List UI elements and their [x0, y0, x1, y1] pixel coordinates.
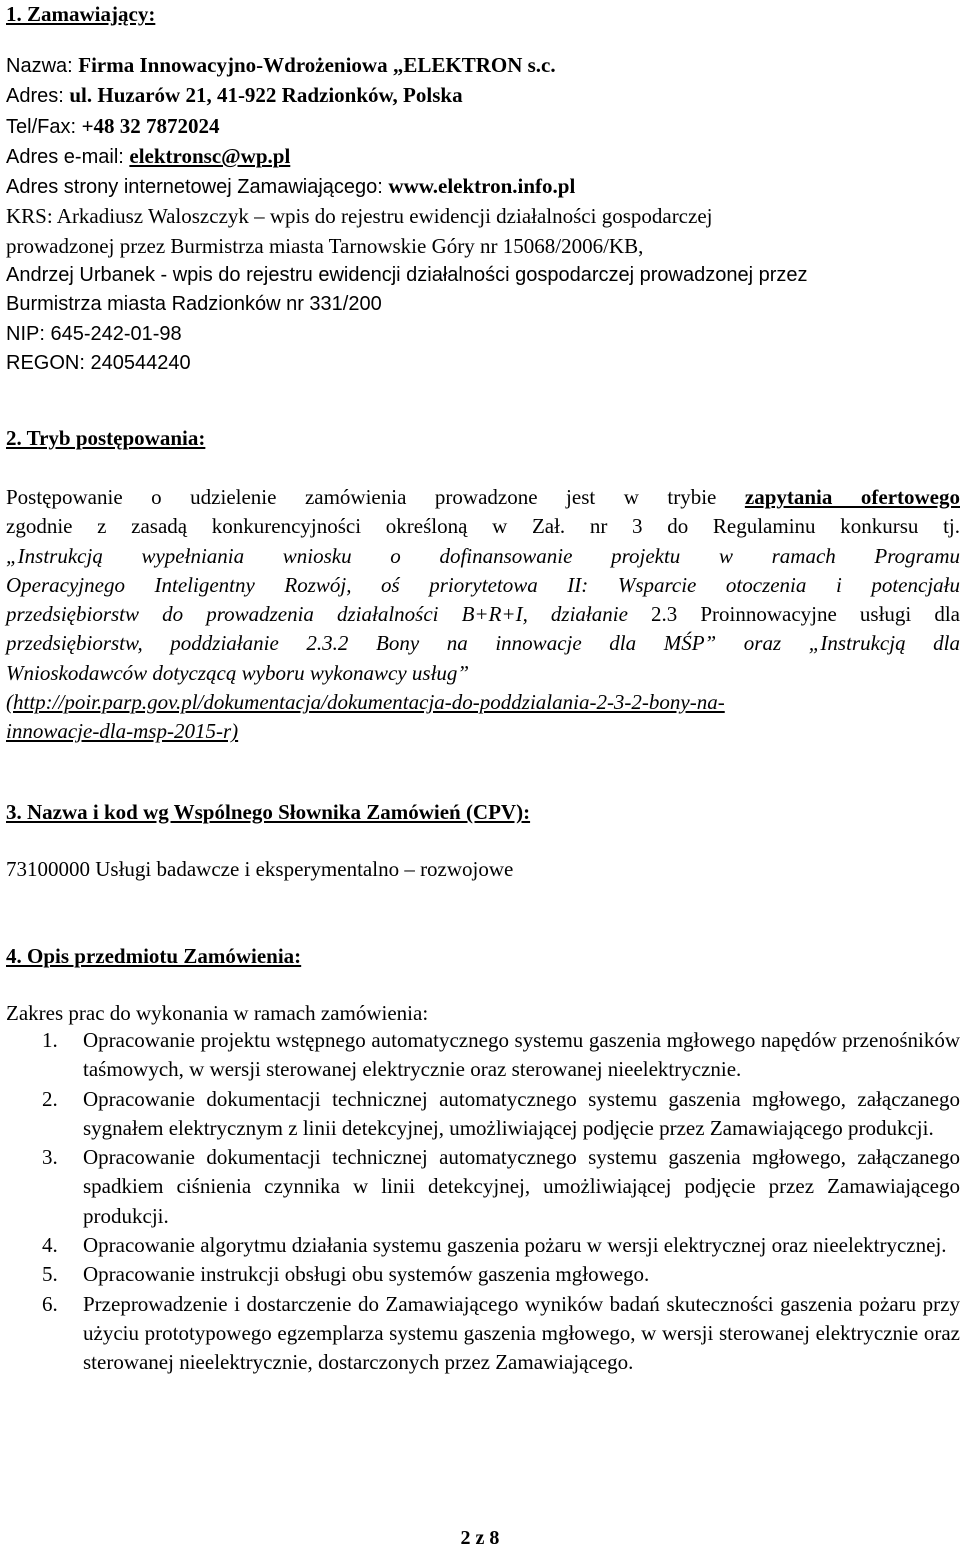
list-item-text: Opracowanie dokumentacji technicznej automatycznego systemu gaszenia mgłowego, załączanego spadkiem ciśnienia czynnika w linii detekcyjnej, umożliwiającej podjęcie przez Zamawiającego produkcji.: [83, 1145, 960, 1228]
list-item-text: Opracowanie dokumentacji technicznej automatycznego systemu gaszenia mgłowego, załączanego sygnałem elektrycznym z linii detekcyjnej, umożliwiającej podjęcie przez Zamawiającego produkcji.: [83, 1086, 960, 1140]
section-3-heading: 3. Nazwa i kod wg Wspólnego Słownika Zamówień (CPV):: [6, 800, 531, 824]
list-item: [6, 1260, 960, 1289]
page-number: 2 z 8: [460, 1527, 500, 1549]
krs-line-1: KRS: Arkadiusz Waloszczyk – wpis do rejestru ewidencji działalności gospodarczej: [6, 204, 713, 229]
nip-number: NIP: 645-242-01-98: [6, 322, 182, 345]
procedure-link-l1[interactable]: (http://poir.parp.gov.pl/dokumentacja/dokumentacja-do-poddzialania-2-3-2-bony-na-: [6, 690, 725, 715]
cpv-code-text: 73100000 Usługi badawcze i eksperymentalno – rozwojowe: [6, 857, 514, 881]
krs-line-3: Andrzej Urbanek - wpis do rejestru ewidencji działalności gospodarczej prowadzonej przez: [6, 264, 808, 287]
list-item: [6, 1143, 960, 1231]
company-address: ul. Huzarów 21, 41-922 Radzionków, Polska: [69, 83, 463, 108]
section-cpv: [6, 798, 960, 827]
subject-intro-text: Zakres prac do wykonania w ramach zamówienia:: [6, 1001, 429, 1025]
list-item-text: Opracowanie projektu wstępnego automatycznego systemu gaszenia mgłowego napędów przenośników taśmowych, w wersji sterowanej elektrycznie oraz sterowanej nieelektrycznie.: [83, 1028, 960, 1082]
list-item-number: 2.: [42, 1086, 58, 1111]
procedure-text-l2: zgodnie z zasadą konkurencyjności określoną w Zał. nr 3 do Regulaminu konkursu tj.: [6, 514, 960, 539]
procedure-link-l2[interactable]: innowacje-dla-msp-2015-r): [6, 719, 239, 744]
procedure-type: zapytania ofertowego: [744, 485, 960, 509]
procedure-text: [6, 483, 960, 747]
procedure-text-l7: Wnioskodawców dotyczącą wyboru wykonawcy usług”: [6, 660, 470, 685]
list-item: [6, 1231, 960, 1260]
list-item-number: 3.: [42, 1145, 58, 1170]
list-item-number: 4.: [42, 1233, 58, 1258]
krs-line-4: Burmistrza miasta Radzionków nr 331/200: [6, 293, 382, 316]
section-4-heading: 4. Opis przedmiotu Zamówienia:: [6, 944, 302, 968]
procedure-text-l5a: przedsiębiorstw do prowadzenia działalności B+R+I, działanie: [6, 602, 652, 627]
section-subject: [6, 942, 960, 971]
section-procedure: [6, 424, 960, 453]
regon-number: REGON: 240544240: [6, 351, 191, 374]
procedure-text-l4: Operacyjnego Inteligentny Rozwój, oś priorytetowa II: Wsparcie otoczenia i potencjału: [6, 572, 960, 597]
contracting-authority-details: [6, 51, 960, 378]
krs-line-2: prowadzonej przez Burmistrza miasta Tarnowskie Góry nr 15068/2006/KB,: [6, 233, 644, 258]
company-name: Firma Innowacyjno-Wdrożeniowa „ELEKTRON s.c.: [78, 53, 556, 77]
subject-intro: [6, 999, 960, 1028]
section-1-heading: 1. Zamawiający:: [6, 2, 156, 26]
name-label: Nazwa:: [6, 55, 79, 77]
section-contracting-authority: [6, 0, 960, 29]
email-label: Adres e-mail:: [6, 145, 130, 168]
list-item-text: Przeprowadzenie i dostarczenie do Zamawiającego wyników badań skuteczności gaszenia pożaru przy użyciu prototypowego egzemplarza systemu gaszenia mgłowego, w wersji sterowanej elektrycznie oraz sterowanej nieelektrycznie, dostarczonych przez Zamawiającego.: [83, 1291, 960, 1375]
list-item: [6, 1026, 960, 1085]
list-item-text: Opracowanie instrukcji obsługi obu systemów gaszenia mgłowego.: [83, 1262, 650, 1287]
procedure-text-l6b: 2.3.2 Bony na innowacje dla MŚP” oraz „Instrukcją dla: [306, 631, 960, 656]
procedure-text-l6a: przedsiębiorstw, poddziałanie: [6, 631, 307, 656]
section-2-heading: 2. Tryb postępowania:: [6, 426, 206, 450]
list-item-text: Opracowanie algorytmu działania systemu gaszenia pożaru w wersji elektrycznej oraz nieelektrycznej.: [83, 1233, 947, 1258]
task-list: [6, 1026, 960, 1378]
cpv-code: [6, 855, 960, 884]
procedure-text-l1: Postępowanie o udzielenie zamówienia prowadzone jest w trybie: [6, 485, 745, 509]
list-item-number: 6.: [42, 1291, 58, 1316]
list-item-number: 1.: [42, 1028, 58, 1052]
website-label: Adres strony internetowej Zamawiającego:: [6, 176, 389, 199]
procedure-text-l5b: 2.3 Proinnowacyjne usługi dla: [651, 602, 960, 627]
company-website-link[interactable]: www.elektron.info.pl: [388, 174, 576, 199]
list-item-number: 5.: [42, 1262, 58, 1287]
procedure-text-l3: „Instrukcją wypełniania wniosku o dofinansowanie projektu w ramach Programu: [6, 543, 960, 568]
company-phone: +48 32 7872024: [81, 113, 220, 138]
list-item: [6, 1290, 960, 1378]
phone-label: Tel/Fax:: [6, 115, 82, 138]
list-item: [6, 1085, 960, 1144]
company-email-link[interactable]: elektronsc@wp.pl: [129, 143, 291, 168]
address-label: Adres:: [6, 85, 70, 108]
